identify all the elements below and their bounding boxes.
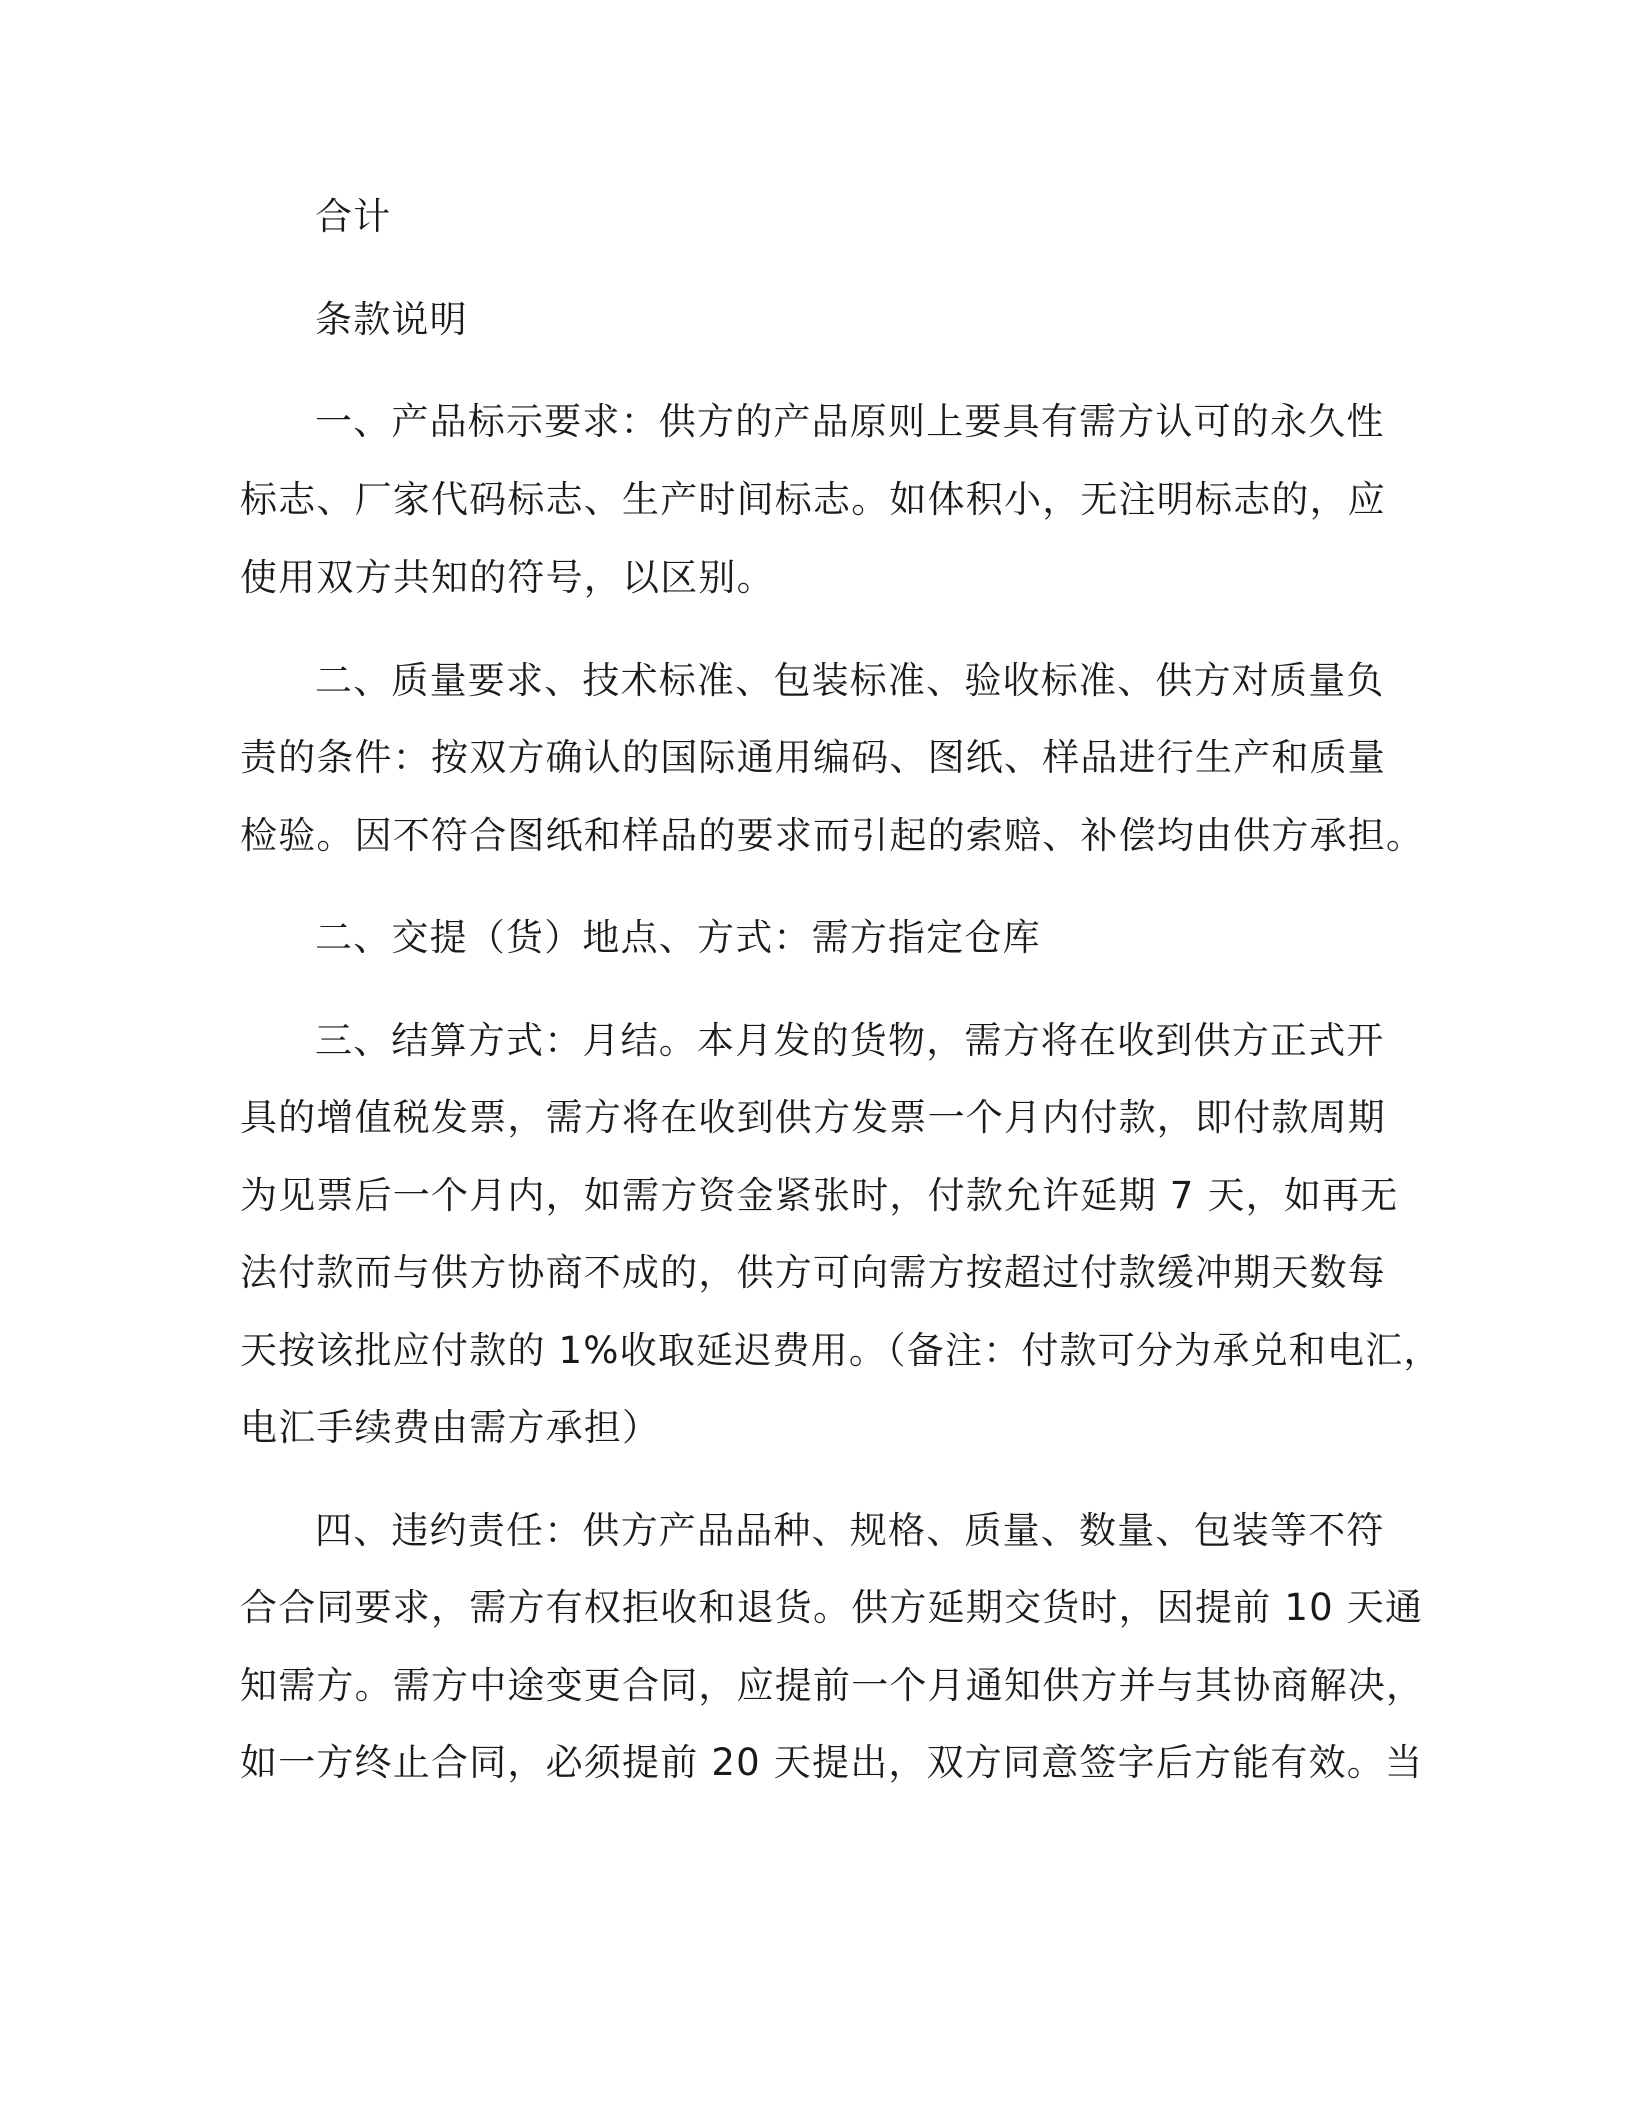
paragraph-line: 三、结算方式：月结。本月发的货物，需方将在收到供方正式开: [315, 1019, 1385, 1062]
paragraph-line: 使用双方共知的符号，以区别。: [240, 556, 775, 599]
paragraph-line: 如一方终止合同，必须提前 20 天提出，双方同意签字后方能有效。当: [240, 1741, 1424, 1784]
paragraph-line: 电汇手续费由需方承担）: [240, 1406, 661, 1449]
paragraph-line: 检验。因不符合图纸和样品的要求而引起的索赔、补偿均由供方承担。: [240, 814, 1425, 857]
paragraph-line: 天按该批应付款的 1%收取延迟费用。（备注：付款可分为承兑和电汇，: [240, 1329, 1442, 1372]
paragraph-line: 一、产品标示要求：供方的产品原则上要具有需方认可的永久性: [315, 400, 1385, 443]
paragraph-line: 四、违约责任：供方产品品种、规格、质量、数量、包装等不符: [315, 1509, 1385, 1552]
heading-terms: 条款说明: [315, 298, 468, 341]
paragraph-line: 二、质量要求、技术标准、包装标准、验收标准、供方对质量负: [315, 659, 1385, 702]
heading-total: 合计: [315, 195, 392, 238]
paragraph-line: 知需方。需方中途变更合同，应提前一个月通知供方并与其协商解决，: [240, 1664, 1425, 1707]
paragraph-line: 合合同要求，需方有权拒收和退货。供方延期交货时，因提前 10 天通: [240, 1586, 1424, 1629]
paragraph-line: 二、交提（货）地点、方式：需方指定仓库: [315, 916, 1041, 959]
paragraph-line: 责的条件：按双方确认的国际通用编码、图纸、样品进行生产和质量: [240, 736, 1386, 779]
paragraph-line: 具的增值税发票，需方将在收到供方发票一个月内付款，即付款周期: [240, 1096, 1386, 1139]
paragraph-line: 标志、厂家代码标志、生产时间标志。如体积小，无注明标志的，应: [240, 478, 1386, 521]
paragraph-line: 为见票后一个月内，如需方资金紧张时，付款允许延期 7 天，如再无: [240, 1174, 1399, 1217]
paragraph-line: 法付款而与供方协商不成的，供方可向需方按超过付款缓冲期天数每: [240, 1251, 1386, 1294]
